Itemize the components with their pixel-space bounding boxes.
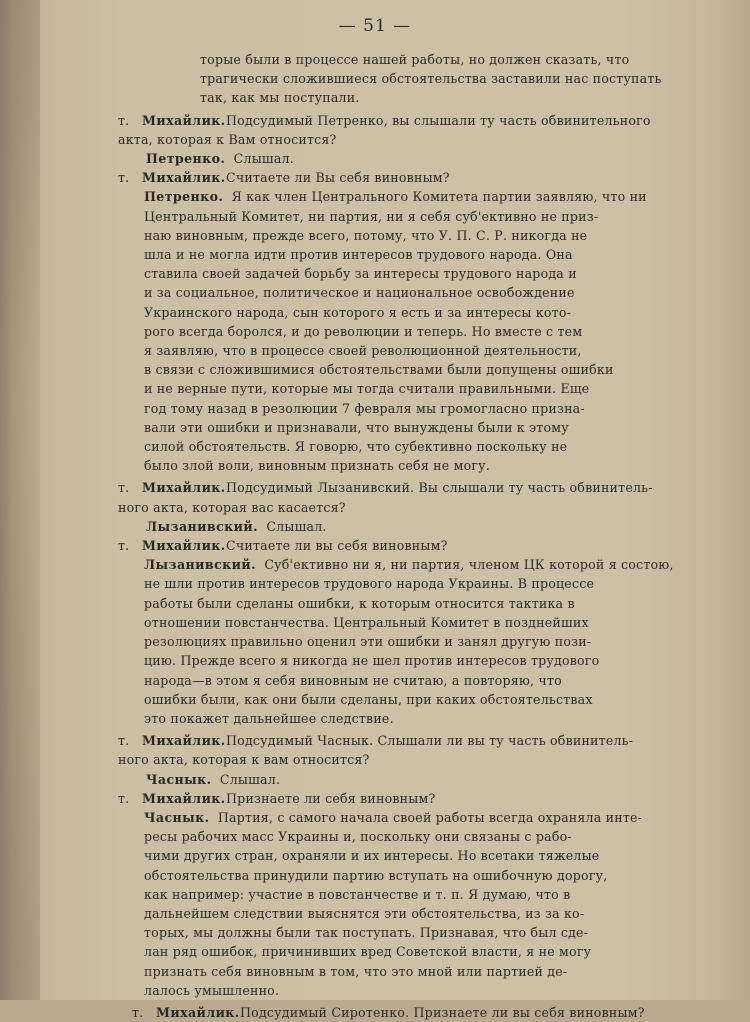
speaker-name: Михайлик. bbox=[142, 480, 226, 496]
question-entry bbox=[118, 789, 680, 808]
speaker bbox=[118, 731, 226, 750]
text-line: вали эти ошибки и признавали, что вынуждены были к этому bbox=[144, 419, 569, 435]
text-line: ного акта, которая вас касается? bbox=[118, 499, 346, 515]
text-line: признать себя виновным в том, что это мной или партией де- bbox=[144, 963, 568, 979]
speech-text: Суб'ективно ни я, ни партия, членом ЦК которой я состою, bbox=[264, 557, 674, 573]
text-line: резолюциях правильно оценил эти ошибки и занял другую пози- bbox=[144, 634, 592, 650]
speaker bbox=[132, 1003, 240, 1022]
text-line: отношении повстанчества. Центральный Комитет в позднейших bbox=[144, 614, 589, 630]
text-line: ошибки были, как они были сделаны, при каких обстоятельствах bbox=[144, 691, 593, 707]
text-line: работы были сделаны ошибки, к которым относится тактика в bbox=[144, 595, 575, 611]
reply-entry bbox=[118, 770, 680, 789]
text-line: трагически сложившиеся обстоятельства заставили нас поступать bbox=[200, 71, 662, 87]
text-line: лалось умышленно. bbox=[144, 982, 280, 998]
speech-text: Слышал. bbox=[219, 771, 281, 787]
reply-entry bbox=[118, 517, 680, 536]
page-number: — 51 — bbox=[338, 16, 412, 36]
text-line: год тому назад в резолюции 7 февраля мы громогласно призна- bbox=[144, 400, 585, 416]
page-edge-shadow bbox=[0, 0, 40, 1000]
text-line: Украинского народа, сын которого я есть и за интересы кото- bbox=[144, 304, 572, 320]
text-line: силой обстоятельств. Я говорю, что субективно поскольку не bbox=[144, 439, 568, 455]
speaker-name: Часнык. bbox=[144, 809, 210, 825]
speaker-name: Петренко. bbox=[146, 151, 226, 167]
speaker-title: т. bbox=[118, 790, 130, 806]
speaker bbox=[118, 789, 226, 808]
text-line: так, как мы поступали. bbox=[200, 90, 360, 106]
answer-entry bbox=[118, 555, 680, 728]
question-entry bbox=[118, 168, 680, 187]
speaker-name: Михайлик. bbox=[142, 733, 226, 749]
speaker-name: Петренко. bbox=[144, 189, 224, 205]
speaker-name: Михайлик. bbox=[142, 790, 226, 806]
text-line: цию. Прежде всего я никогда не шел против интересов трудового bbox=[144, 653, 600, 669]
speaker-name: Михайлик. bbox=[142, 170, 226, 186]
question-entry bbox=[118, 536, 680, 555]
text-line: наю виновным, прежде всего, потому, что У. П. С. Р. никогда не bbox=[144, 227, 588, 243]
paragraph-continuation bbox=[118, 50, 680, 108]
text-line: торых, мы должны были так поступать. Признавая, что был сде- bbox=[144, 925, 589, 941]
speaker-title: т. bbox=[118, 112, 130, 128]
text-line: шла и не могла идти против интересов трудового народа. Она bbox=[144, 247, 573, 263]
speaker-name: Михайлик. bbox=[142, 112, 226, 128]
text-line: в связи с сложившимися обстоятельствами были допущены ошибки bbox=[144, 362, 614, 378]
speech-text: Я как член Центрального Комитета партии заявляю, что ни bbox=[231, 189, 647, 205]
speaker bbox=[118, 536, 226, 555]
speech-text: Слышал. bbox=[233, 151, 294, 167]
speech-text: Подсудимый Петренко, вы слышали ту часть обвинительного bbox=[226, 112, 651, 128]
speaker-name: Лызанивский. bbox=[144, 557, 256, 573]
speech-text: Подсудимый Сиротенко. Признаете ли вы себя виновным? bbox=[240, 1004, 645, 1020]
text-line: ресы рабочих масс Украины и, поскольку они связаны с рабо- bbox=[144, 829, 572, 845]
text-line: я заявляю, что в процессе своей революционной деятельности, bbox=[144, 343, 582, 359]
speaker-name: Михайлик. bbox=[142, 538, 226, 554]
answer-entry bbox=[118, 808, 680, 1000]
speaker bbox=[118, 478, 226, 497]
question-entry bbox=[118, 731, 680, 769]
text-line: торые были в процессе нашей работы, но должен сказать, что bbox=[200, 52, 630, 67]
transcript-text bbox=[118, 50, 680, 1022]
speaker-name: Михайлик. bbox=[156, 1004, 240, 1020]
speech-text: Партия, с самого начала своей работы всегда охраняла инте- bbox=[217, 809, 643, 825]
speech-text: Признаете ли себя виновным? bbox=[226, 790, 436, 806]
text-line: это покажет дальнейшее следствие. bbox=[144, 710, 394, 726]
text-line: обстоятельства принудили партию вступать на ошибочную дорогу, bbox=[144, 867, 608, 883]
speech-text: Считаете ли Вы себя виновным? bbox=[226, 170, 450, 186]
text-line: как например: участие в повстанчестве и т. п. Я думаю, что в bbox=[144, 886, 571, 902]
text-line: и за социальное, политическое и национальное освобождение bbox=[144, 285, 575, 301]
reply-entry bbox=[118, 149, 680, 168]
text-line: Центральный Комитет, ни партия, ни я себя суб'ективно не приз- bbox=[144, 208, 599, 224]
speaker-title: т. bbox=[118, 480, 130, 496]
speaker bbox=[118, 168, 226, 187]
speaker-title: т. bbox=[118, 538, 130, 554]
text-line: ставила своей задачей борьбу за интересы трудового народа и bbox=[144, 266, 577, 282]
text-line: чими других стран, охраняли и их интересы. Но всетаки тяжелые bbox=[144, 848, 600, 864]
speaker-title: т. bbox=[118, 170, 130, 186]
text-line: дальнейшем следствии выяснятся эти обстоятельства, из за ко- bbox=[144, 905, 585, 921]
text-line: народа—в этом я себя виновным не считаю, а повторяю, что bbox=[144, 672, 562, 688]
question-entry bbox=[132, 1003, 680, 1022]
speech-text: Подсудимый Лызанивский. Вы слышали ту часть обвинитель- bbox=[226, 480, 653, 496]
text-line: лан ряд ошибок, причинивших вред Советской власти, я не могу bbox=[144, 944, 592, 960]
answer-entry bbox=[118, 187, 680, 475]
speech-text: Слышал. bbox=[266, 518, 327, 534]
text-line: ного акта, которая к вам относится? bbox=[118, 752, 370, 768]
speech-text: Считаете ли вы себя виновным? bbox=[226, 538, 448, 554]
speaker bbox=[118, 111, 226, 130]
question-entry bbox=[118, 478, 680, 516]
speaker-name: Лызанивский. bbox=[146, 518, 258, 534]
question-entry bbox=[118, 111, 680, 149]
text-line: было злой воли, виновным признать себя не могу. bbox=[144, 458, 490, 474]
text-line: и не верные пути, которые мы тогда считали правильными. Еще bbox=[144, 381, 590, 397]
text-line: рого всегда боролся, и до революции и теперь. Но вместе с тем bbox=[144, 323, 583, 339]
text-line: не шли против интересов трудового народа Украины. В процессе bbox=[144, 576, 595, 592]
speaker-title: т. bbox=[132, 1004, 144, 1020]
speaker-title: т. bbox=[118, 733, 130, 749]
speaker-name: Часнык. bbox=[146, 771, 212, 787]
text-line: акта, которая к Вам относится? bbox=[118, 131, 337, 147]
speech-text: Подсудимый Часнык. Слышали ли вы ту часть обвинитель- bbox=[226, 733, 634, 749]
